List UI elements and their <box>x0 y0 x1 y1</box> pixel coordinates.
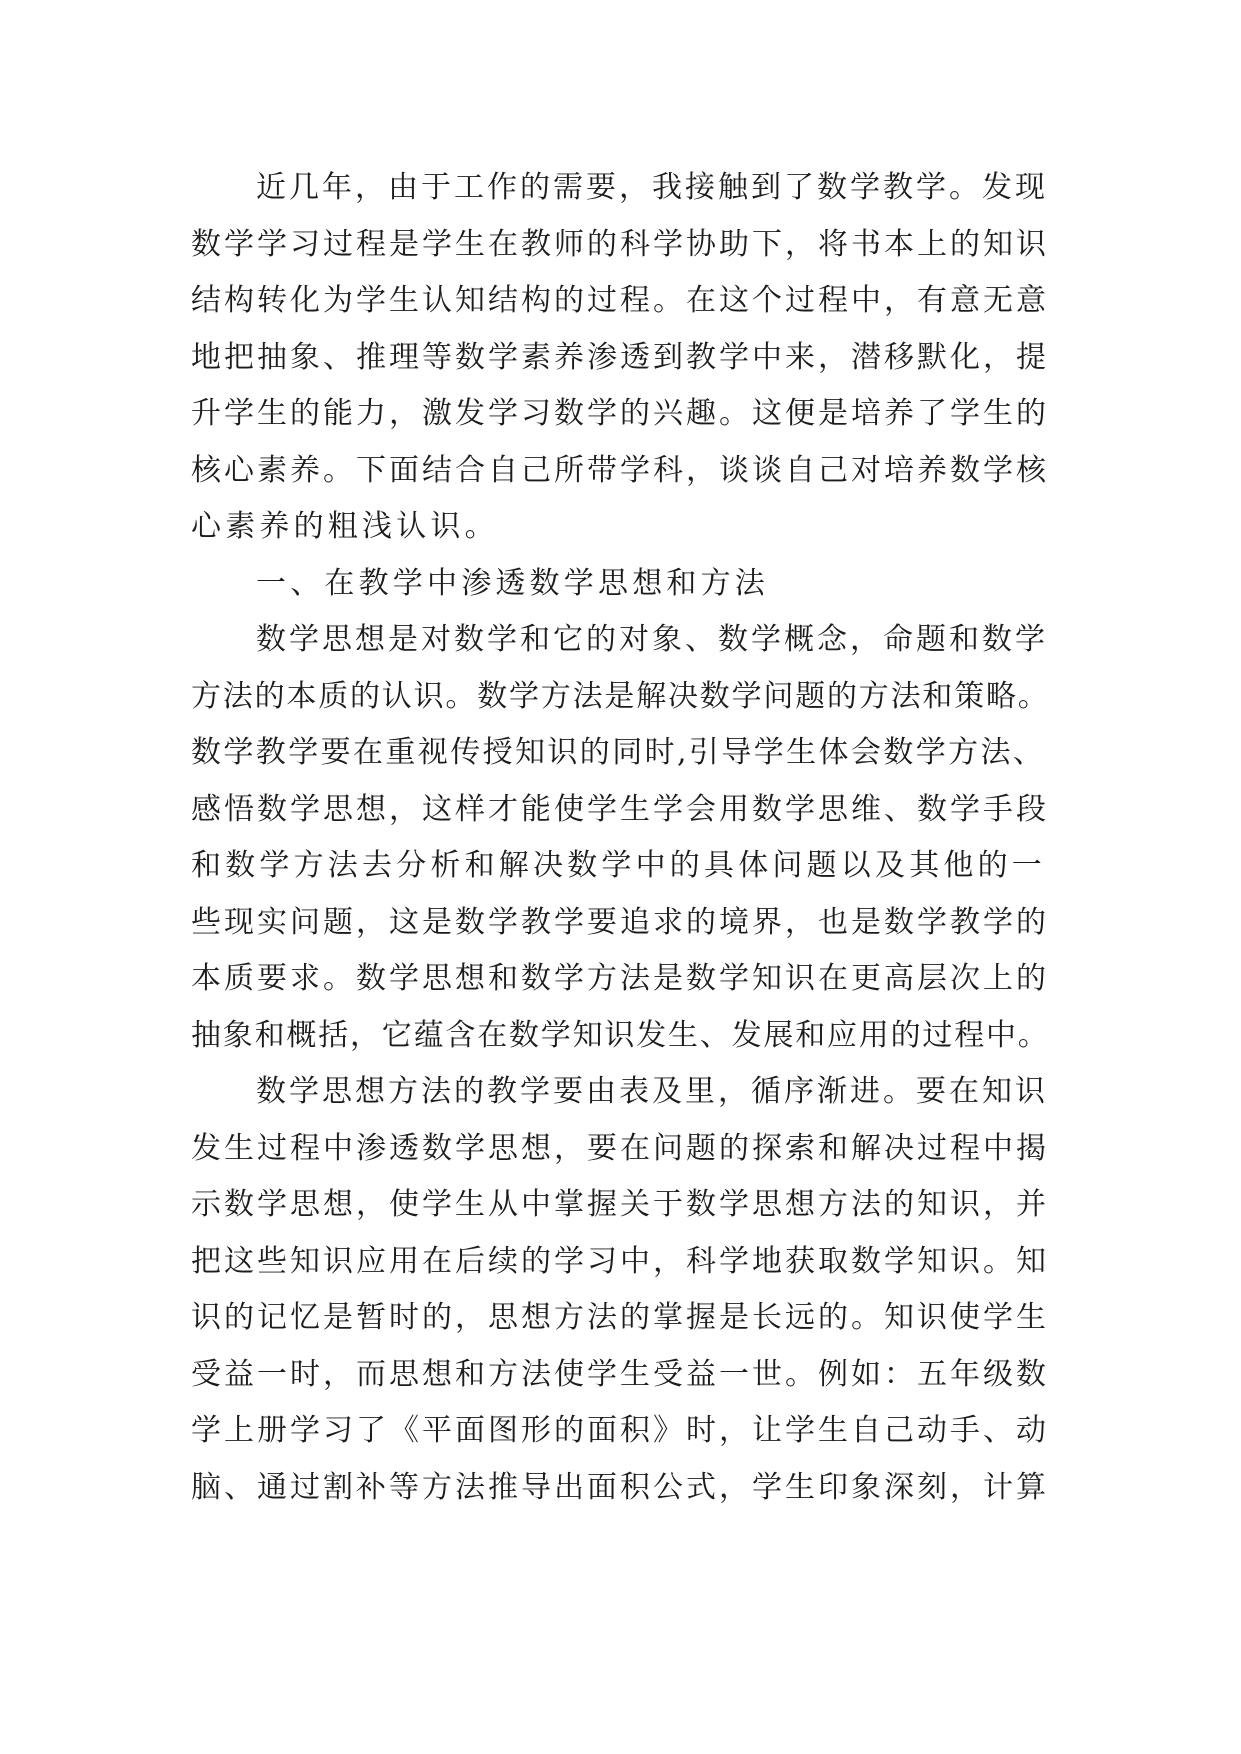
text-line: 脑、通过割补等方法推导出面积公式，学生印象深刻，计算 <box>191 1469 1049 1505</box>
text-line: 感悟数学思想，这样才能使学生学会用数学思维、数学手段 <box>191 791 1049 827</box>
text-line: 结构转化为学生认知结构的过程。在这个过程中，有意无意 <box>191 283 1049 318</box>
text-line: 发生过程中渗透数学思想，要在问题的探索和解决过程中揭 <box>191 1130 1049 1166</box>
text-line: 本质要求。数学思想和数学方法是数学知识在更高层次上的 <box>191 961 1049 996</box>
text-line: 近几年，由于工作的需要，我接触到了数学教学。发现 <box>256 170 1048 205</box>
document-body <box>191 160 1051 1516</box>
text-line: 心素养的粗浅认识。 <box>191 509 499 544</box>
text-line: 把这些知识应用在后续的学习中，科学地获取数学知识。知 <box>191 1243 1049 1279</box>
text-line: 数学教学要在重视传授知识的同时,引导学生体会数学方法、 <box>191 735 1046 770</box>
text-line: 核心素养。下面结合自己所带学科，谈谈自己对培养数学核 <box>191 452 1049 488</box>
section-heading: 一、在教学中渗透数学思想和方法 <box>256 565 769 601</box>
text-line: 受益一时，而思想和方法使学生受益一世。例如：五年级数 <box>191 1356 1049 1392</box>
text-line: 数学思想方法的教学要由表及里，循序渐进。要在知识 <box>256 1074 1048 1109</box>
text-line: 抽象和概括，它蕴含在数学知识发生、发展和应用的过程中。 <box>191 1017 1050 1053</box>
text-line: 数学学习过程是学生在教师的科学协助下，将书本上的知识 <box>191 226 1049 262</box>
text-line: 些现实问题，这是数学教学要追求的境界，也是数学教学的 <box>191 904 1049 940</box>
text-line: 和数学方法去分析和解决数学中的具体问题以及其他的一 <box>191 848 1046 883</box>
text-line: 地把抽象、推理等数学素养渗透到教学中来，潜移默化，提 <box>191 339 1049 375</box>
text-line: 示数学思想，使学生从中掌握关于数学思想方法的知识，并 <box>191 1187 1049 1222</box>
text-line: 学上册学习了《平面图形的面积》时，让学生自己动手、动 <box>191 1413 1049 1448</box>
text-line: 方法的本质的认识。数学方法是解决数学问题的方法和策略。 <box>191 678 1050 714</box>
text-line: 数学思想是对数学和它的对象、数学概念，命题和数学 <box>256 622 1048 657</box>
text-line: 升学生的能力，激发学习数学的兴趣。这便是培养了学生的 <box>191 396 1049 431</box>
text-line: 识的记忆是暂时的，思想方法的掌握是长远的。知识使学生 <box>191 1300 1049 1335</box>
